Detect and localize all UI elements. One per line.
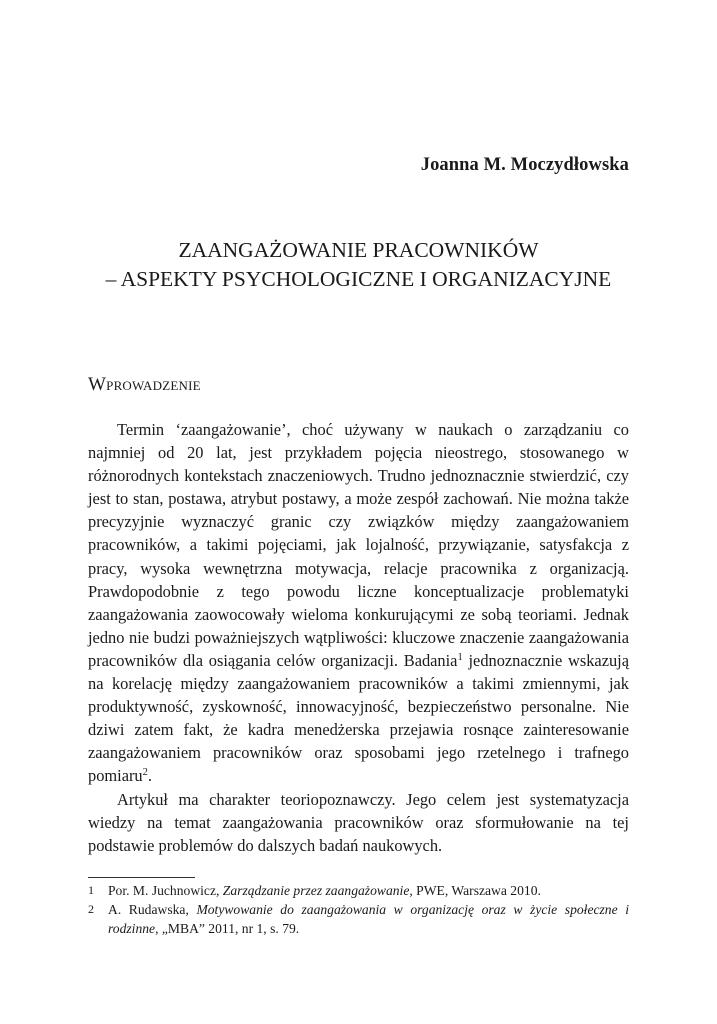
title-line-2: – ASPEKTY PSYCHOLOGICZNE I ORGANIZACYJNE [105,267,612,291]
footnote-text-end: , PWE, Warszawa 2010. [409,883,541,898]
paragraph-1 [88,418,629,788]
footnote-ref-1: 1 [457,651,463,663]
footnote-work-title: Motywowanie do zaangażowania w organizację oraz w życie społeczne i rodzinne [108,902,629,936]
paragraph-1-text-a: Termin ‘zaangażowanie’, choć używany w naukach o zarządzaniu co najmniej od 20 lat, jest przykładem pojęcia nieostrego, stosowanego w różnorodnych kontekstach znaczeniowych. Trudno jednoznacznie stwierdzić, czy jest to stan, postawa, atrybut postawy, a może zespół zachowań. Nie można także precyzyjnie wyznaczyć granic czy związków między zaangażowaniem pracowników, a takimi pojęciami, jak lojalność, przywiązanie, satysfakcja z pracy, wysoka wewnętrzna motywacja, relacje pracownika z organizacją. Prawdopodobnie z tego powodu liczne konceptualizacje problematyki zaangażowania zaowocowały wieloma konkurującymi ze sobą teoriami. Jednak jedno nie budzi poważniejszych wątpliwości: kluczowe znaczenie zaangażowania pracowników dla osiągania celów organizacji. Badania [88,420,629,670]
article-title [60,236,657,294]
footnotes [88,881,629,938]
footnote-number: 2 [88,902,94,916]
footnote-number: 1 [88,883,94,897]
paragraph-1-text-c: . [147,766,152,786]
author-name: Joanna M. Moczydłowska [420,155,629,175]
footnote-text-end: , „MBA” 2011, nr 1, s. 79. [155,921,300,936]
footnote [88,900,629,938]
paragraph-2: Artykuł ma charakter teoriopoznawczy. Jego celem jest systematyzacja wiedzy na temat zaangażowania pracowników oraz sformułowanie na tej podstawie problemów do dalszych badań naukowych. [88,789,629,855]
footnote-divider [88,877,195,878]
footnote-work-title: Zarządzanie przez zaangażowanie [222,883,410,898]
footnote-text: Por. M. Juchnowicz, [108,883,223,898]
footnote-text: A. Rudawska, [108,902,197,917]
body-text [88,418,629,857]
footnote [88,881,629,900]
section-heading: Wprowadzenie [88,374,201,395]
paragraph-1-text-b: jednoznacznie wskazują na korelację między zaangażowaniem pracowników a takimi zmiennymi, jak produktywność, zyskowność, innowacyjność, bezpieczeństwo personalne. Nie dziwi zatem fakt, że kadra menedżerska przejawia rosnące zainteresowanie zaangażowaniem pracowników oraz sposobami jego rzetelnego i trafnego pomiaru [88,650,629,786]
footnote-ref-2: 2 [142,767,148,779]
title-line-1: ZAANGAŻOWANIE PRACOWNIKÓW [178,238,539,262]
